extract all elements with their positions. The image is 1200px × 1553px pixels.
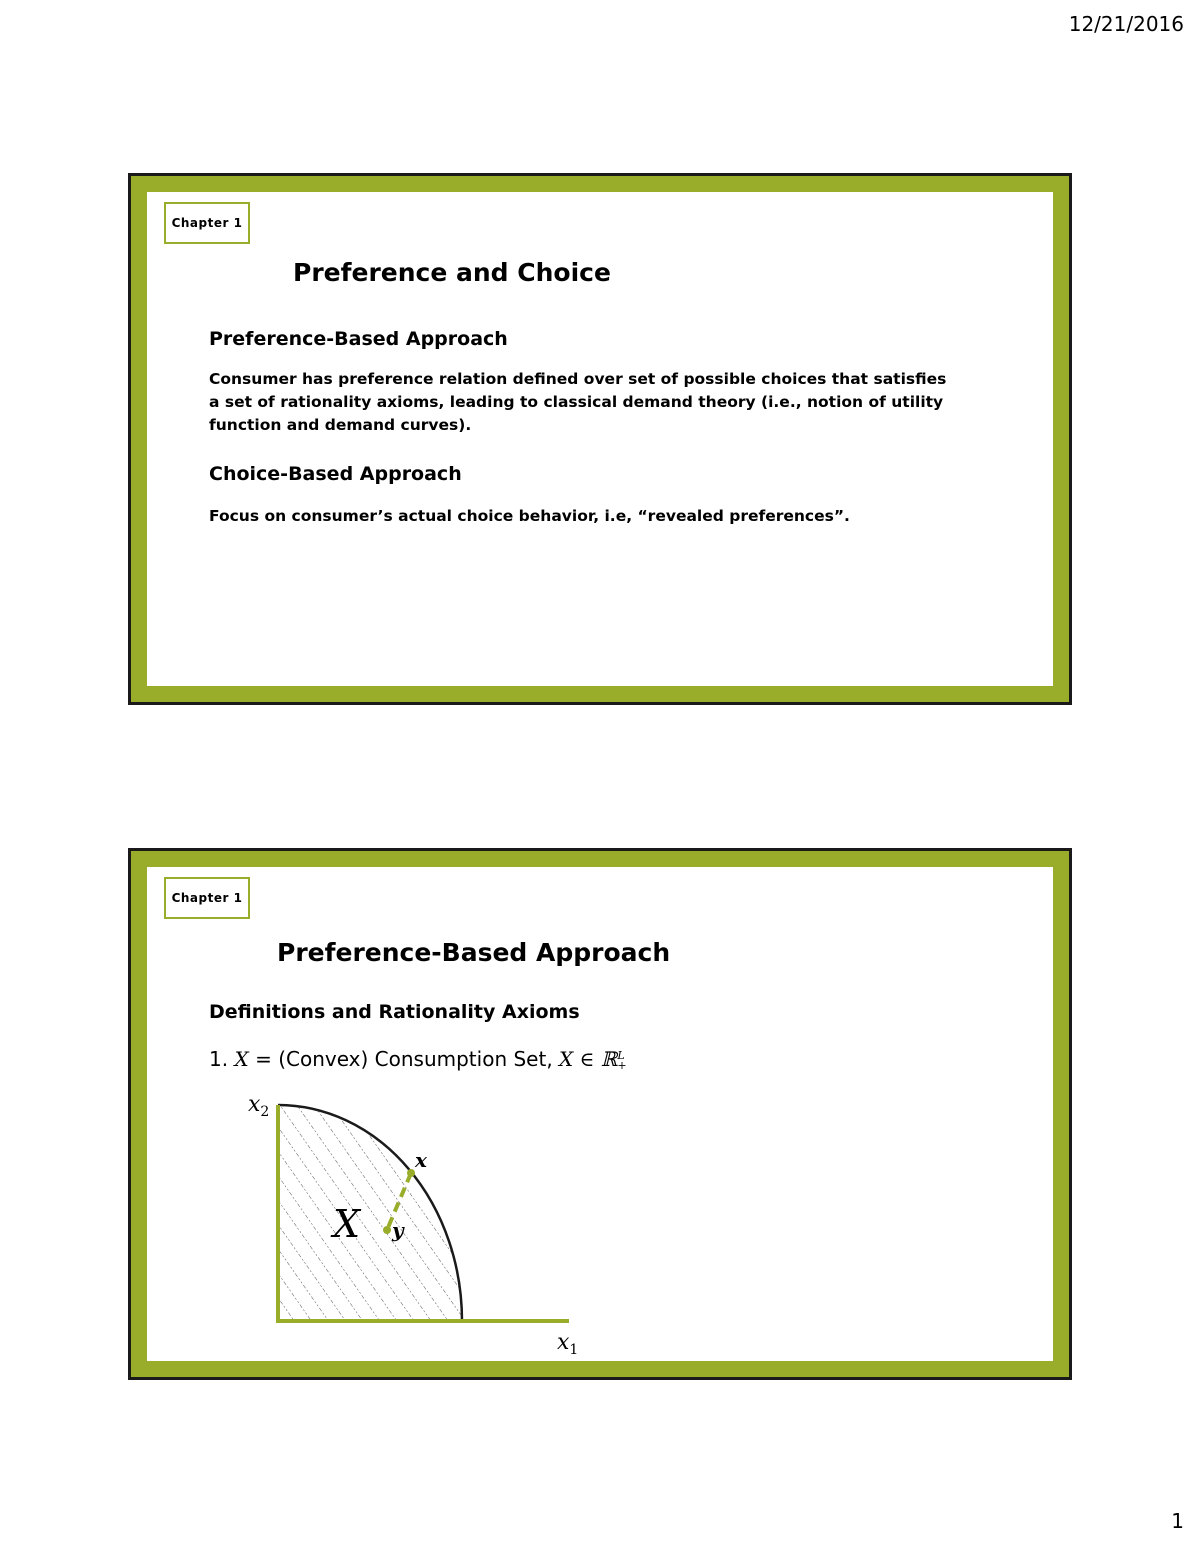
section-heading-choice-based: Choice-Based Approach: [209, 463, 462, 485]
set-label-X: X: [333, 1202, 361, 1246]
page-number: 1: [1171, 1509, 1184, 1533]
slide-2-content: [147, 867, 1053, 1361]
point-y-marker: [383, 1226, 391, 1234]
chapter-badge: Chapter 1: [164, 877, 250, 919]
section-heading-definitions: Definitions and Rationality Axioms: [209, 1001, 580, 1023]
consumption-set-diagram: [147, 867, 1053, 1359]
point-y-label: y: [392, 1218, 404, 1242]
section-text-choice-based: Focus on consumer’s actual choice behavior, i.e, “revealed preferences”.: [209, 507, 850, 525]
axis-label-x2: $x_2$: [248, 1092, 270, 1120]
chapter-badge: Chapter 1: [164, 202, 250, 244]
slide-title: Preference and Choice: [293, 258, 611, 287]
section-heading-preference-based: Preference-Based Approach: [209, 328, 508, 350]
slide-1: [128, 173, 1072, 705]
axiom-description: (Convex) Consumption Set,: [278, 1047, 553, 1071]
point-x-label: x: [415, 1148, 427, 1172]
axiom-equals: =: [255, 1047, 272, 1071]
axiom-subscript: +: [617, 1058, 627, 1072]
page-date: 12/21/2016: [1068, 12, 1184, 36]
slide-1-content: [147, 192, 1053, 686]
slide-2: [128, 848, 1072, 1380]
section-text-preference-based: Consumer has preference relation defined over set of possible choices that satisfies a set of rationality axioms, leading to classical demand theory (i.e., notion of utility function and demand curves).: [209, 370, 947, 434]
hatched-region: [278, 1105, 462, 1321]
axiom-membership: X ∈ ℝ: [559, 1047, 618, 1071]
axiom-symbol: X: [234, 1047, 249, 1071]
axiom-number: 1.: [209, 1047, 229, 1071]
slide-title: Preference-Based Approach: [277, 938, 671, 967]
axis-label-x1: $x_1$: [557, 1330, 579, 1358]
point-x-marker: [407, 1169, 415, 1177]
axiom-superscript: L: [617, 1048, 625, 1062]
